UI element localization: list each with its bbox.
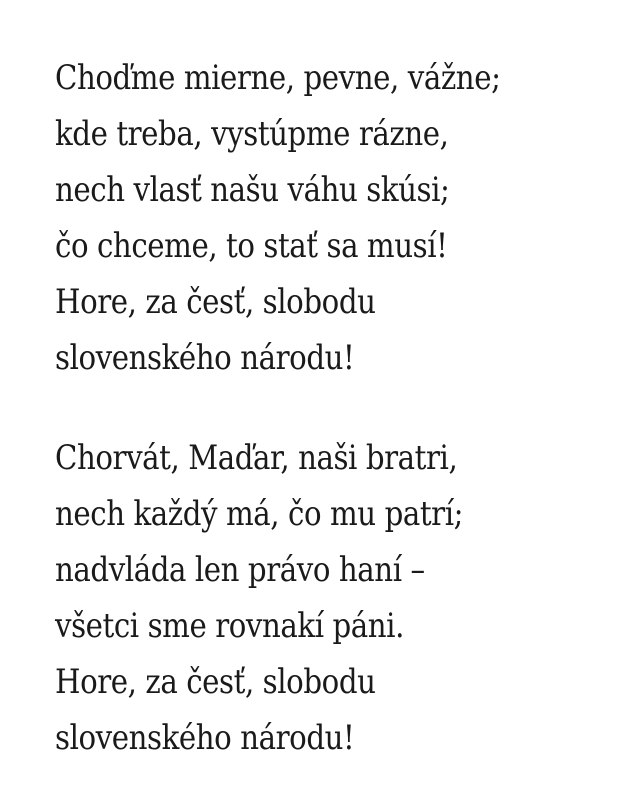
- poem-line: všetci sme rovnakí páni.: [55, 606, 404, 646]
- stanza: [55, 430, 530, 766]
- poem-line: Chorvát, Maďar, naši bratri,: [55, 438, 458, 478]
- poem-line: kde treba, vystúpme rázne,: [55, 114, 449, 154]
- poem-line: nech každý má, čo mu patrí;: [55, 494, 464, 534]
- poem-line: čo chceme, to stať sa musí!: [55, 226, 448, 266]
- stanza: [55, 50, 573, 386]
- poem-line: nech vlasť našu váhu skúsi;: [55, 170, 450, 210]
- refrain-line: slovenského národu!: [55, 338, 355, 378]
- poem-line: nadvláda len právo haní –: [55, 550, 425, 590]
- refrain-line: Hore, za česť, slobodu: [55, 282, 376, 322]
- refrain-line: Hore, za česť, slobodu: [55, 662, 376, 702]
- poem-line: Choďme mierne, pevne, vážne;: [55, 58, 501, 98]
- refrain-line: slovenského národu!: [55, 718, 355, 758]
